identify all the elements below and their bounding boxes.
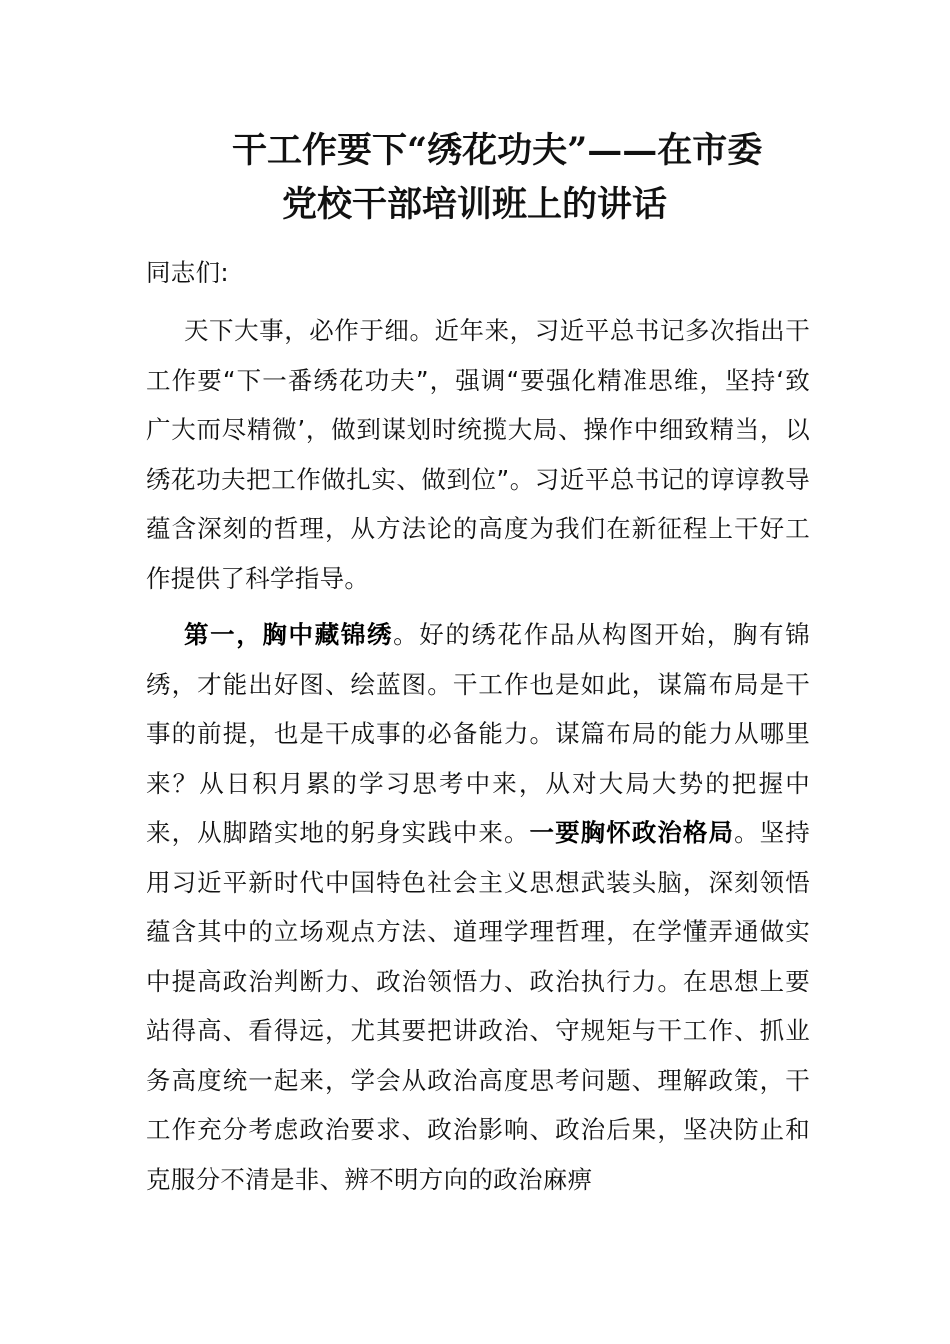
title-line-2: 党校干部培训班上的讲话	[282, 184, 668, 225]
sub-point-heading: 一要胸怀政治格局	[529, 818, 735, 847]
title-line-1: 干工作要下“绣花功夫”——在市委	[232, 130, 763, 171]
salutation: 同志们:	[146, 258, 229, 287]
document-title	[150, 124, 810, 232]
paragraph-text-a: 。好的绣花作品从构图开始，胸有锦绣，才能出好图、绘蓝图。干工作也是如此，谋篇布局是干事的前提，也是干成事的必备能力。谋篇布局的能力从哪里来？从日积月累的学习思考中来，从对大局大势的把握中来，从脚踏实地的躬身实践中来。	[146, 620, 810, 847]
section-heading: 第一，胸中藏锦绣	[184, 620, 394, 649]
paragraph-text-b: 。坚持用习近平新时代中国特色社会主义思想武装头脑，深刻领悟蕴含其中的立场观点方法、道理学理哲理，在学懂弄通做实中提高政治判断力、政治领悟力、政治执行力。在思想上要站得高、看得远，尤其要把讲政治、守规矩与干工作、抓业务高度统一起来，学会从政治高度思考问题、理解政策，干工作充分考虑政治要求、政治影响、政治后果，坚决防止和克服分不清是非、辨不明方向的政治麻痹	[146, 818, 810, 1194]
paragraph-intro: 天下大事，必作于细。近年来，习近平总书记多次指出干工作要“下一番绣花功夫”，强调“要强化精准思维，坚持‘致广大而尽精微’，做到谋划时统揽大局、操作中细致精当，以绣花功夫把工作做扎实、做到位”。习近平总书记的谆谆教导蕴含深刻的哲理，从方法论的高度为我们在新征程上干好工作提供了科学指导。	[146, 316, 810, 593]
paragraph-first-point	[146, 610, 810, 1204]
